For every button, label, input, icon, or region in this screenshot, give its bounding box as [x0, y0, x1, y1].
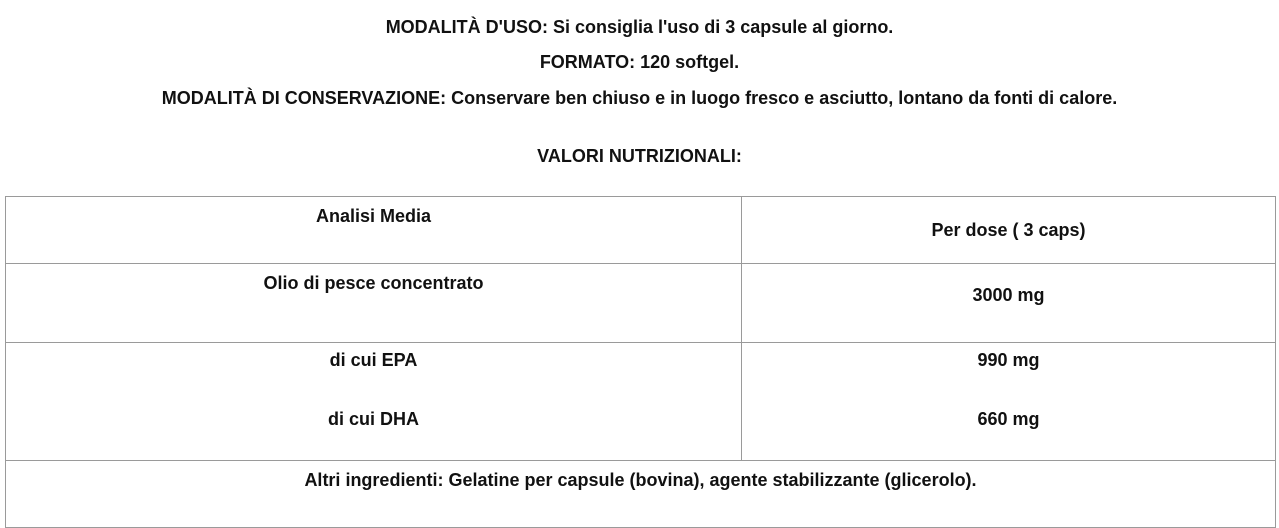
row-labels-epa-dha — [6, 343, 742, 461]
header-analysis: Analisi Media — [6, 197, 742, 264]
row-value-dha: 660 mg — [977, 409, 1040, 429]
nutrition-table — [5, 196, 1276, 528]
row-label-dha: di cui DHA — [327, 409, 419, 429]
table-row — [6, 343, 1276, 461]
table-footer-row — [6, 461, 1276, 528]
row-values-epa-dha — [742, 343, 1276, 461]
table-header-row — [6, 197, 1276, 264]
nutrition-title: VALORI NUTRIZIONALI: — [537, 146, 742, 166]
header-per-dose: Per dose ( 3 caps) — [742, 197, 1276, 264]
row-value-fish-oil: 3000 mg — [742, 264, 1276, 343]
storage-instructions: MODALITÀ DI CONSERVAZIONE: Conservare ben chiuso e in luogo fresco e asciutto, lontano da fonti di calore. — [161, 88, 1118, 108]
table-row — [6, 264, 1276, 343]
row-label-epa: di cui EPA — [329, 350, 418, 370]
other-ingredients: Altri ingredienti: Gelatine per capsule (bovina), agente stabilizzante (glicerolo). — [6, 461, 1276, 528]
row-value-epa: 990 mg — [977, 350, 1040, 370]
usage-instructions: MODALITÀ D'USO: Si consiglia l'uso di 3 capsule al giorno. — [385, 17, 894, 37]
row-label-fish-oil: Olio di pesce concentrato — [6, 264, 742, 343]
format-info: FORMATO: 120 softgel. — [539, 52, 740, 72]
